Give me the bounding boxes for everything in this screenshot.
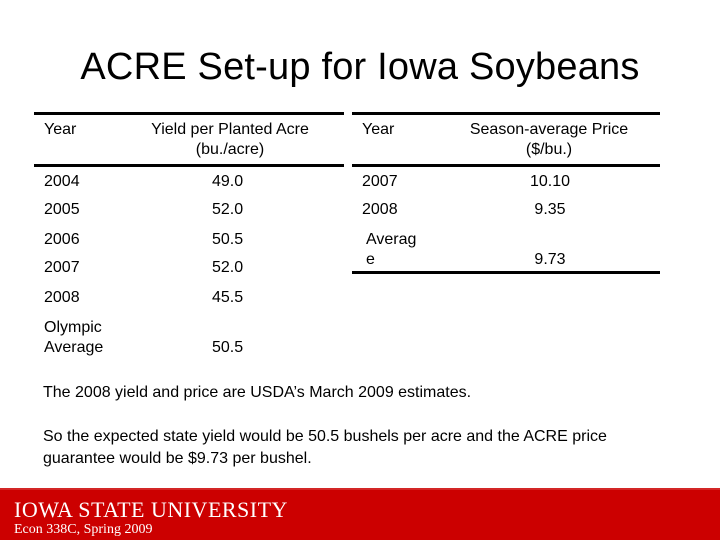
yield-header-value: Yield per Planted Acre (bu./acre)	[151, 121, 309, 158]
price-row-value: 10.10	[529, 173, 571, 190]
price-header-year: Year	[362, 121, 395, 138]
price-row-value: 9.35	[534, 201, 566, 218]
yield-row-year: 2007	[44, 259, 80, 276]
price-row-value: 9.73	[534, 251, 566, 268]
isu-wordmark-text: IOWA STATE UNIVERSITY	[14, 497, 288, 522]
yield-row-year: 2005	[44, 201, 80, 218]
price-header-value: Season-average Price ($/bu.)	[469, 121, 629, 158]
yield-row-value: 52.0	[212, 259, 244, 276]
yield-row-value: 50.5	[212, 231, 244, 248]
price-row-year: 2007	[362, 173, 398, 190]
price-row-year: Averag e	[366, 231, 417, 268]
yield-row-year: 2006	[44, 231, 80, 248]
yield-header-year: Year	[44, 121, 77, 138]
yield-row-year: Olympic Average	[44, 319, 104, 356]
estimate-note: The 2008 yield and price are USDA’s March 2009 estimates.	[43, 384, 472, 401]
price-table-top-rule	[352, 112, 660, 115]
price-table-bottom-rule	[352, 271, 660, 274]
isu-wordmark	[14, 497, 288, 523]
yield-row-value: 50.5	[212, 339, 244, 356]
price-row-year: 2008	[362, 201, 398, 218]
yield-row-value: 49.0	[212, 173, 244, 190]
price-table-header-rule	[352, 164, 660, 167]
yield-row-value: 52.0	[212, 201, 244, 218]
yield-row-year: 2004	[44, 173, 80, 190]
yield-row-year: 2008	[44, 289, 80, 306]
slide-title: ACRE Set-up for Iowa Soybeans	[80, 46, 640, 88]
yield-row-value: 45.5	[212, 289, 244, 306]
yield-table-top-rule	[34, 112, 344, 115]
guarantee-note: So the expected state yield would be 50.5 bushels per acre and the ACRE price guarantee would be $9.73 per bushel.	[43, 428, 607, 467]
course-label: Econ 338C, Spring 2009	[14, 522, 153, 537]
footer-highlight	[0, 488, 720, 490]
yield-table-header-rule	[34, 164, 344, 167]
footer-bar	[0, 488, 720, 540]
